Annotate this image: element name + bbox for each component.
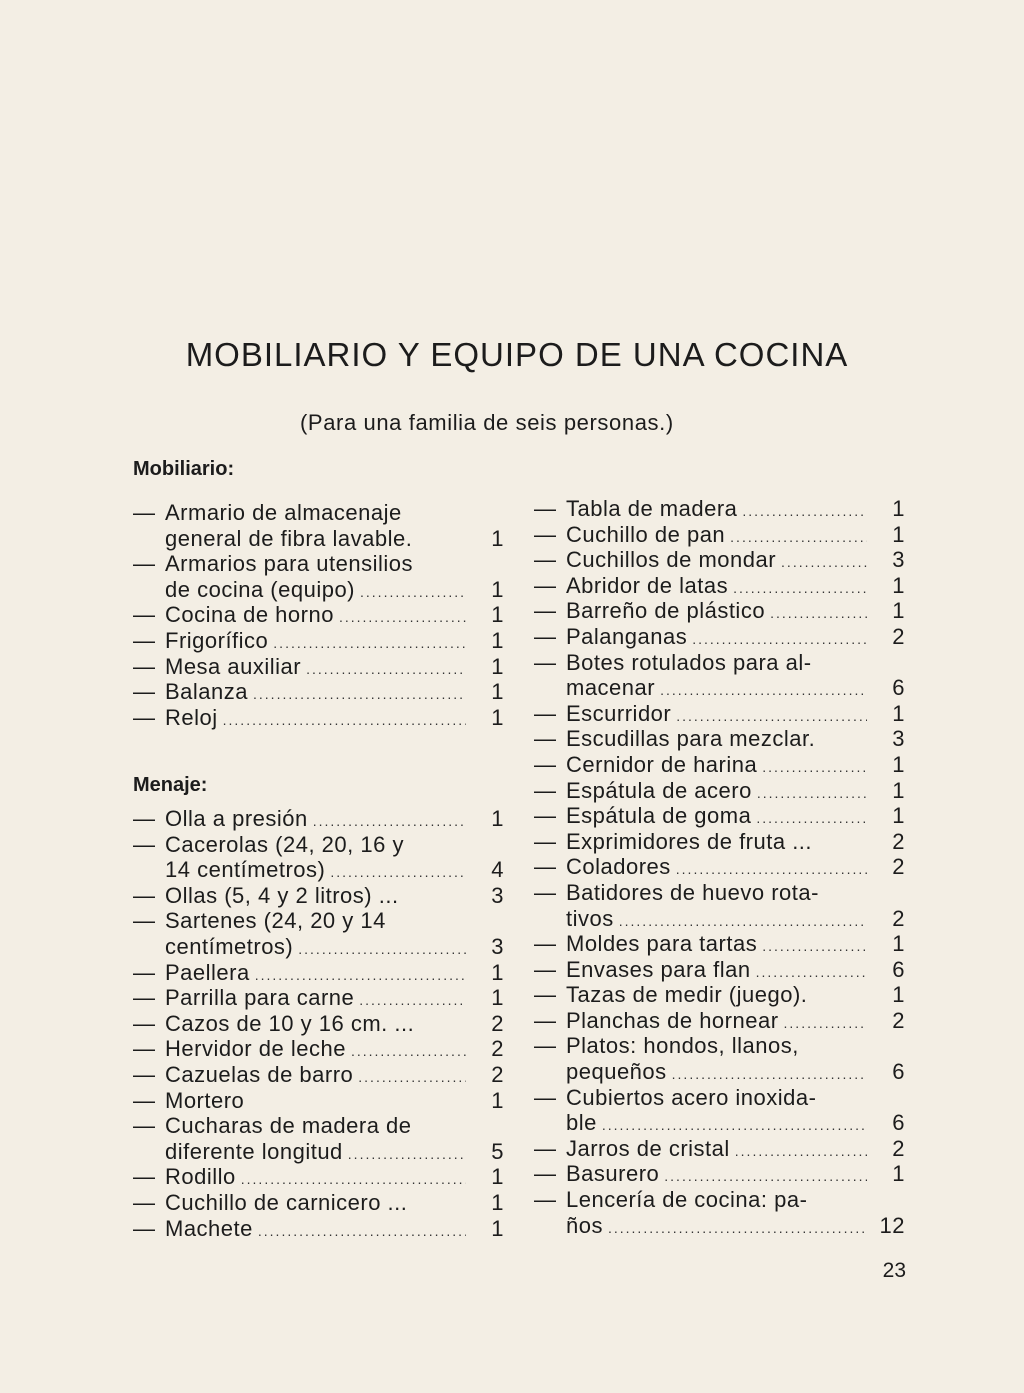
list-item	[133, 654, 504, 680]
item-label: Exprimidores de fruta ...	[566, 828, 813, 854]
dash-mark: —	[133, 1036, 156, 1062]
dot-leader	[742, 499, 867, 525]
page-title: MOBILIARIO Y EQUIPO DE UNA COCINA	[185, 336, 849, 373]
list-item	[534, 573, 905, 599]
list-item	[133, 1139, 504, 1165]
item-label: Escurridor	[566, 700, 672, 726]
list-item	[534, 496, 905, 522]
item-label: Cocina de horno	[165, 602, 334, 628]
list-item	[534, 1213, 905, 1239]
dash-mark: —	[133, 551, 156, 577]
item-qty: 1	[491, 1215, 504, 1241]
item-label: Armario de almacenaje	[165, 500, 402, 525]
dot-leader	[360, 580, 466, 606]
item-label: Palanganas	[566, 623, 688, 649]
item-label: Lencería de cocina: pa-	[566, 1187, 808, 1213]
item-qty: 1	[892, 496, 905, 521]
dash-mark: —	[133, 602, 156, 628]
list-item	[133, 1062, 504, 1088]
list-item	[133, 602, 504, 628]
item-label: Abridor de latas	[566, 572, 729, 598]
item-label: Mesa auxiliar	[165, 653, 302, 679]
item-qty: 1	[892, 777, 905, 803]
dash-mark: —	[133, 1215, 156, 1241]
list-item	[133, 705, 504, 731]
dot-leader	[762, 934, 867, 960]
item-label: Escudillas para mezclar.	[566, 726, 816, 752]
list-item	[534, 650, 905, 676]
dash-mark: —	[133, 1113, 156, 1139]
item-label: Rodillo	[165, 1164, 236, 1190]
item-label: ble	[566, 1110, 597, 1136]
list-item	[534, 1161, 905, 1187]
list-item	[534, 1187, 905, 1213]
list-item	[534, 522, 905, 548]
list-item	[133, 1088, 504, 1114]
list-item	[534, 931, 905, 957]
dash-mark: —	[534, 547, 557, 573]
item-qty: 1	[892, 700, 905, 726]
dash-mark: —	[534, 623, 557, 649]
item-qty: 1	[491, 985, 504, 1011]
item-label: Batidores de huevo rota-	[566, 879, 819, 905]
item-label: Tabla de madera	[566, 496, 738, 521]
item-qty: 1	[491, 679, 504, 705]
item-label: Espátula de goma	[566, 803, 752, 829]
dot-leader	[660, 678, 867, 704]
dash-mark: —	[133, 627, 156, 653]
list-item	[133, 832, 504, 858]
dash-mark: —	[534, 1161, 557, 1187]
item-qty: 1	[892, 982, 905, 1008]
dot-leader	[348, 1142, 466, 1168]
item-label: Coladores	[566, 854, 671, 880]
dash-mark: —	[534, 1084, 557, 1110]
item-label: Planchas de hornear	[566, 1007, 779, 1033]
item-label: Machete	[165, 1215, 253, 1241]
list-item	[133, 500, 504, 526]
item-qty: 3	[892, 547, 905, 573]
dash-mark: —	[534, 496, 557, 521]
dot-leader	[351, 1039, 466, 1065]
item-qty: 2	[892, 905, 905, 931]
item-label: Frigorífico	[165, 627, 269, 653]
item-label: Reloj	[165, 704, 218, 730]
item-qty: 1	[892, 572, 905, 598]
item-qty: 1	[892, 751, 905, 777]
dash-mark: —	[534, 726, 557, 752]
list-item	[534, 701, 905, 727]
dash-mark: —	[534, 777, 557, 803]
list-item	[133, 628, 504, 654]
dash-mark: —	[534, 1033, 557, 1059]
item-label: ños	[566, 1212, 603, 1238]
list-item	[534, 880, 905, 906]
item-label: Jarros de cristal	[566, 1135, 730, 1161]
item-qty: 2	[892, 1135, 905, 1161]
dash-mark: —	[534, 803, 557, 829]
dash-mark: —	[534, 649, 557, 675]
dot-leader	[762, 755, 867, 781]
item-qty: 6	[892, 675, 905, 701]
list-item	[133, 577, 504, 603]
item-label: Cucharas de madera de	[165, 1113, 412, 1139]
item-qty: 1	[491, 1087, 504, 1113]
list-item	[534, 829, 905, 855]
list-item	[534, 726, 905, 752]
item-qty: 1	[491, 1164, 504, 1190]
list-item	[133, 1216, 504, 1242]
dash-mark: —	[534, 879, 557, 905]
dot-leader	[306, 657, 466, 683]
item-label: Hervidor de leche	[165, 1036, 346, 1062]
list-item	[133, 985, 504, 1011]
list-item	[534, 957, 905, 983]
item-label: de cocina (equipo)	[165, 576, 356, 602]
item-qty: 3	[491, 933, 504, 959]
list-item	[534, 1008, 905, 1034]
dot-leader	[757, 781, 867, 807]
dash-mark: —	[133, 1061, 156, 1087]
item-qty: 1	[491, 602, 504, 628]
item-label: Parrilla para carne	[165, 985, 355, 1011]
item-qty: 4	[491, 857, 504, 883]
dot-leader	[339, 605, 466, 631]
right-column-list	[534, 496, 905, 1238]
dash-mark: —	[534, 1135, 557, 1161]
item-qty: 3	[491, 882, 504, 908]
dash-mark: —	[534, 982, 557, 1008]
list-item	[534, 675, 905, 701]
list-item	[534, 1059, 905, 1085]
item-label: Cazuelas de barro	[165, 1061, 354, 1087]
item-label: diferente longitud	[165, 1138, 343, 1164]
dash-mark: —	[534, 700, 557, 726]
dash-mark: —	[133, 500, 156, 525]
dash-mark: —	[534, 598, 557, 624]
dash-mark: —	[133, 908, 156, 934]
dot-leader	[223, 708, 466, 734]
item-qty: 2	[491, 1010, 504, 1036]
dash-mark: —	[534, 931, 557, 957]
dot-leader	[358, 1065, 466, 1091]
item-label: tivos	[566, 905, 614, 931]
item-label: pequeños	[566, 1059, 667, 1085]
item-qty: 1	[491, 576, 504, 602]
dot-leader	[258, 1219, 466, 1245]
dot-leader	[253, 682, 466, 708]
list-item	[133, 679, 504, 705]
dash-mark: —	[133, 806, 156, 831]
item-qty: 1	[491, 959, 504, 985]
menaje-heading: Menaje:	[133, 774, 208, 796]
item-label: Paellera	[165, 959, 250, 985]
item-label: Platos: hondos, llanos,	[566, 1033, 799, 1059]
item-label: Cuchillos de mondar	[566, 547, 777, 573]
item-label: Olla a presión	[165, 806, 308, 831]
item-qty: 1	[491, 704, 504, 730]
list-item	[534, 547, 905, 573]
list-item	[133, 551, 504, 577]
list-item	[534, 803, 905, 829]
dot-leader	[770, 601, 867, 627]
item-label: Ollas (5, 4 y 2 litros) ...	[165, 882, 399, 908]
item-qty: 1	[892, 598, 905, 624]
list-item	[534, 778, 905, 804]
item-label: Cacerolas (24, 20, 16 y	[165, 831, 404, 857]
item-label: Cuchillo de pan	[566, 521, 726, 547]
dash-mark: —	[133, 1087, 156, 1113]
item-qty: 1	[491, 1189, 504, 1215]
item-label: Sartenes (24, 20 y 14	[165, 908, 386, 934]
list-item	[534, 982, 905, 1008]
list-item	[534, 1085, 905, 1111]
item-label: Barreño de plástico	[566, 598, 766, 624]
list-item	[534, 1033, 905, 1059]
dot-leader	[608, 1216, 867, 1242]
item-label: Envases para flan	[566, 956, 751, 982]
item-label: Mortero	[165, 1087, 245, 1113]
list-item	[133, 1011, 504, 1037]
item-qty: 5	[491, 1138, 504, 1164]
item-qty: 2	[892, 623, 905, 649]
dash-mark: —	[534, 572, 557, 598]
item-qty: 1	[491, 806, 504, 831]
dash-mark: —	[133, 679, 156, 705]
list-item	[133, 857, 504, 883]
mobiliario-heading: Mobiliario:	[133, 458, 235, 480]
dash-mark: —	[534, 521, 557, 547]
dash-mark: —	[534, 751, 557, 777]
page-subtitle: (Para una familia de seis personas.)	[300, 410, 674, 435]
item-qty: 2	[491, 1061, 504, 1087]
item-label: Cazos de 10 y 16 cm. ...	[165, 1010, 415, 1036]
dash-mark: —	[133, 1164, 156, 1190]
item-qty: 6	[892, 1110, 905, 1136]
item-qty: 3	[892, 726, 905, 752]
dot-leader	[273, 631, 466, 657]
list-item	[133, 1036, 504, 1062]
item-label: Botes rotulados para al-	[566, 649, 812, 675]
list-item	[534, 752, 905, 778]
item-qty: 2	[892, 854, 905, 880]
item-label: Espátula de acero	[566, 777, 752, 803]
item-label: Tazas de medir (juego).	[566, 982, 808, 1008]
item-qty: 6	[892, 956, 905, 982]
dash-mark: —	[133, 882, 156, 908]
list-item	[133, 1113, 504, 1139]
item-qty: 6	[892, 1059, 905, 1085]
item-label: Cubiertos acero inoxida-	[566, 1084, 817, 1110]
list-item	[133, 934, 504, 960]
item-label: Cuchillo de carnicero ...	[165, 1189, 408, 1215]
item-qty: 1	[491, 653, 504, 679]
list-item	[534, 906, 905, 932]
list-item	[133, 1190, 504, 1216]
dash-mark: —	[534, 1007, 557, 1033]
item-qty: 1	[491, 525, 504, 551]
dash-mark: —	[133, 959, 156, 985]
dash-mark: —	[534, 828, 557, 854]
mobiliario-list	[133, 500, 504, 730]
item-label: general de fibra lavable.	[165, 525, 413, 551]
item-qty: 12	[879, 1212, 905, 1238]
item-qty: 2	[892, 828, 905, 854]
item-label: 14 centímetros)	[165, 857, 326, 883]
list-item	[133, 960, 504, 986]
dash-mark: —	[534, 956, 557, 982]
item-qty: 2	[491, 1036, 504, 1062]
item-qty: 2	[892, 1007, 905, 1033]
dash-mark: —	[133, 1010, 156, 1036]
dash-mark: —	[133, 704, 156, 730]
list-item	[534, 1136, 905, 1162]
item-qty: 1	[892, 803, 905, 829]
item-qty: 1	[892, 521, 905, 547]
item-qty: 1	[892, 931, 905, 957]
list-item	[133, 1164, 504, 1190]
dash-mark: —	[534, 854, 557, 880]
item-label: Balanza	[165, 679, 249, 705]
item-label: Armarios para utensilios	[165, 551, 413, 577]
item-label: macenar	[566, 675, 656, 701]
dash-mark: —	[534, 1187, 557, 1213]
menaje-list	[133, 806, 504, 1241]
list-item	[534, 854, 905, 880]
item-label: Cernidor de harina	[566, 751, 758, 777]
list-item	[133, 883, 504, 909]
list-item	[534, 1110, 905, 1136]
list-item	[133, 526, 504, 552]
item-label: centímetros)	[165, 933, 294, 959]
list-item	[534, 598, 905, 624]
item-qty: 1	[892, 1161, 905, 1187]
dot-leader	[298, 937, 466, 963]
dash-mark: —	[133, 831, 156, 857]
list-item	[133, 908, 504, 934]
dot-leader	[735, 1139, 867, 1165]
item-label: Moldes para tartas	[566, 931, 758, 957]
dash-mark: —	[133, 985, 156, 1011]
dash-mark: —	[133, 653, 156, 679]
dot-leader	[781, 550, 867, 576]
item-qty: 1	[491, 627, 504, 653]
page-number: 23	[882, 1259, 906, 1282]
dash-mark: —	[133, 1189, 156, 1215]
item-label: Basurero	[566, 1161, 660, 1187]
list-item	[133, 806, 504, 832]
list-item	[534, 624, 905, 650]
